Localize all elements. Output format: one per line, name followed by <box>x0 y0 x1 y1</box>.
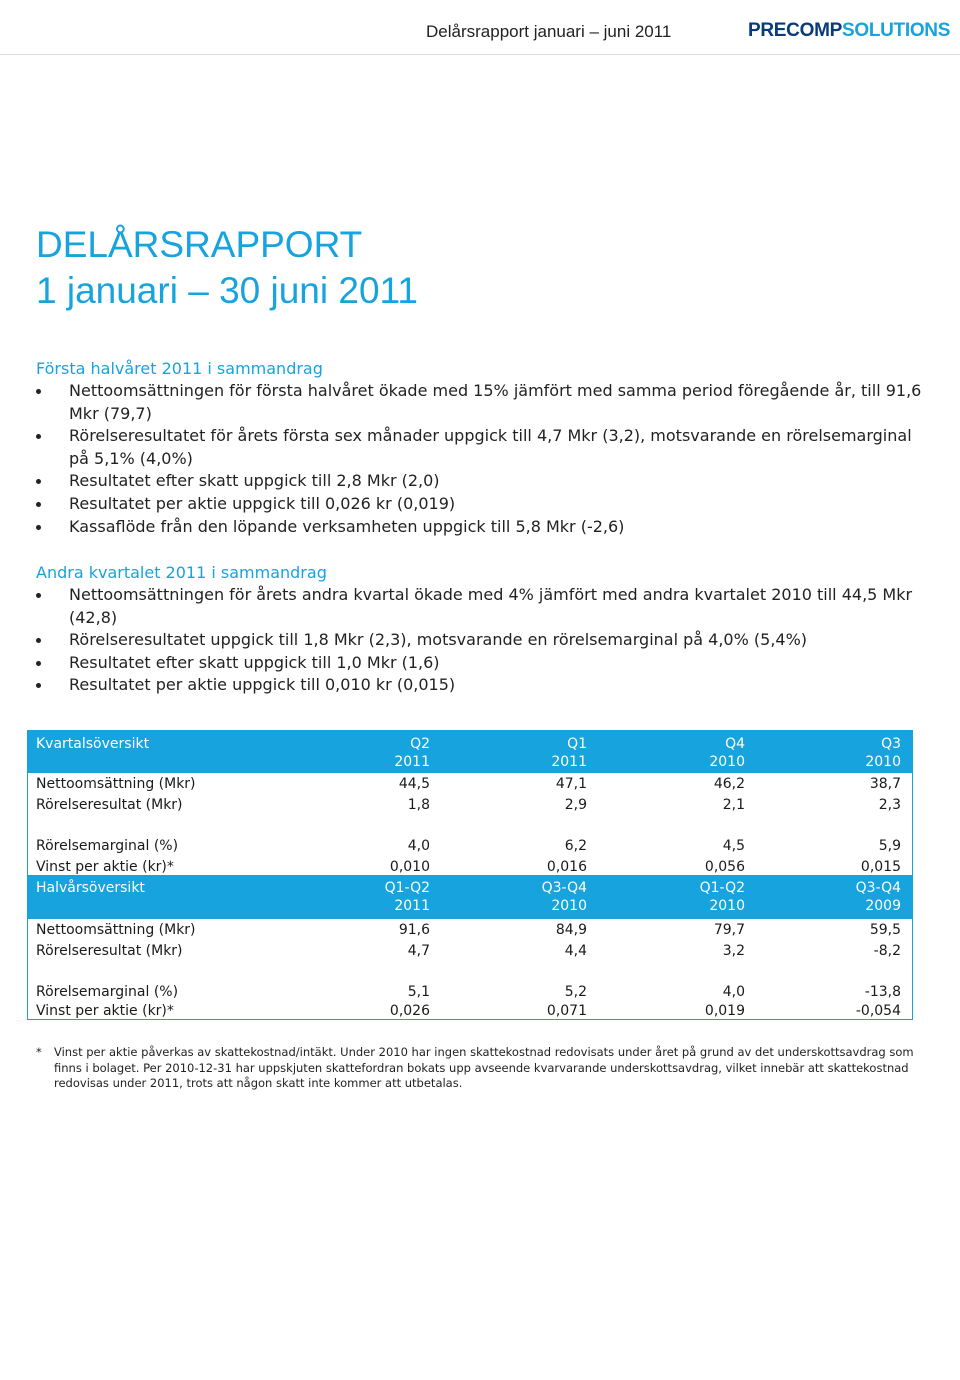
table-cell: 84,9 <box>555 922 587 938</box>
table-cell: 59,5 <box>869 922 901 938</box>
row-label: Rörelsemarginal (%) <box>36 984 179 1000</box>
half-year-table-label: Halvårsöversikt <box>36 880 145 896</box>
table-cell: -13,8 <box>864 984 901 1000</box>
table-row <box>28 796 912 816</box>
quarter-table-label: Kvartalsöversikt <box>36 736 150 752</box>
section-heading: Andra kvartalet 2011 i sammandrag <box>36 563 327 582</box>
col-year: 2009 <box>865 898 901 914</box>
col-year: 2011 <box>551 754 587 770</box>
row-label: Rörelseresultat (Mkr) <box>36 943 183 959</box>
table-cell: 47,1 <box>555 776 587 792</box>
table-row <box>28 775 912 795</box>
table-cell: 46,2 <box>713 776 745 792</box>
table-cell: 4,7 <box>407 943 430 959</box>
table-cell: 6,2 <box>564 838 587 854</box>
title-line-2: 1 januari – 30 juni 2011 <box>36 270 418 311</box>
table-cell: 2,3 <box>878 797 901 813</box>
table-cell: 2,1 <box>722 797 745 813</box>
quarter-table-header <box>28 731 912 773</box>
list-item-text: Nettoomsättningen för årets andra kvartal ökade med 4% jämfört med andra kvartalet 2010 till 44,5 Mkr (42,8) <box>69 585 913 627</box>
page-title <box>36 222 418 314</box>
row-label: Rörelseresultat (Mkr) <box>36 797 183 813</box>
col-period: Q4 <box>725 736 745 752</box>
col-year: 2011 <box>394 754 430 770</box>
col-year: 2010 <box>709 754 745 770</box>
table-cell: 5,9 <box>878 838 901 854</box>
list-item-text: Rörelseresultatet uppgick till 1,8 Mkr (2,3), motsvarande en rörelsemarginal på 4,0% (5,4%) <box>69 630 808 650</box>
table-row <box>28 983 912 1003</box>
table-cell: 0,010 <box>389 859 430 875</box>
col-period: Q3 <box>881 736 901 752</box>
list-item-text: Resultatet efter skatt uppgick till 1,0 Mkr (1,6) <box>69 652 440 672</box>
list-item <box>36 493 926 516</box>
bullet-icon <box>36 434 41 439</box>
list-item <box>36 652 926 675</box>
footnote-marker: * <box>36 1045 42 1059</box>
table-cell: 4,0 <box>407 838 430 854</box>
table-cell: 79,7 <box>713 922 745 938</box>
company-logo <box>748 20 950 42</box>
table-row <box>28 921 912 941</box>
table-cell: 4,4 <box>564 943 587 959</box>
footnote <box>36 1045 916 1092</box>
list-item <box>36 674 926 697</box>
bullet-icon <box>36 502 41 507</box>
row-label: Nettoomsättning (Mkr) <box>36 922 196 938</box>
list-item-text: Nettoomsättningen för första halvåret ökade med 15% jämfört med samma period föregående år, till 91,6 Mkr (79,7) <box>69 381 922 423</box>
section-heading: Första halvåret 2011 i sammandrag <box>36 359 323 378</box>
list-item-text: Resultatet per aktie uppgick till 0,010 kr (0,015) <box>69 675 456 695</box>
table-cell: 0,016 <box>546 859 587 875</box>
bullet-list <box>36 380 926 538</box>
table-cell: 3,2 <box>722 943 745 959</box>
table-cell: 5,1 <box>407 984 430 1000</box>
header-divider <box>0 54 960 55</box>
logo-part2: SOLUTIONS <box>841 20 951 41</box>
section-half-year-summary <box>36 358 926 538</box>
list-item <box>36 380 926 425</box>
table-cell: 2,9 <box>564 797 587 813</box>
col-period: Q3-Q4 <box>855 880 901 896</box>
list-item <box>36 629 926 652</box>
col-period: Q1-Q2 <box>699 880 745 896</box>
table-cell: 0,071 <box>546 1003 587 1019</box>
half-year-table-header <box>28 875 912 919</box>
bullet-icon <box>36 525 41 530</box>
table-cell: 91,6 <box>398 922 430 938</box>
col-year: 2010 <box>551 898 587 914</box>
bullet-icon <box>36 479 41 484</box>
bullet-icon <box>36 683 41 688</box>
bullet-icon <box>36 638 41 643</box>
list-item <box>36 425 926 470</box>
title-line-1: DELÅRSRAPPORT <box>36 224 363 265</box>
page-header <box>0 16 960 52</box>
col-period: Q2 <box>410 736 430 752</box>
report-header-title: Delårsrapport januari – juni 2011 <box>426 22 672 41</box>
table-row <box>28 942 912 962</box>
financial-overview-table <box>27 730 913 1020</box>
table-cell: 0,019 <box>704 1003 745 1019</box>
footnote-text: Vinst per aktie påverkas av skattekostnad/intäkt. Under 2010 har ingen skattekostnad redovisats under året på grund av det underskottsavdrag som finns i bolaget. Per 2010-12-31 har uppskjuten skattefordran bokats upp avseende kvarvarande underskottsavdrag, vilket innebär att skattekostnad redovisas under 2011, trots att någon skatt inte kommer att utbetalas. <box>54 1045 914 1090</box>
list-item <box>36 584 926 629</box>
row-label: Rörelsemarginal (%) <box>36 838 179 854</box>
col-year: 2010 <box>865 754 901 770</box>
table-row <box>28 837 912 857</box>
col-period: Q1 <box>567 736 587 752</box>
list-item-text: Kassaflöde från den löpande verksamheten uppgick till 5,8 Mkr (-2,6) <box>69 516 625 536</box>
list-item-text: Rörelseresultatet för årets första sex månader uppgick till 4,7 Mkr (3,2), motsvarande en rörelsemarginal på 5,1% (4,0%) <box>69 426 912 468</box>
bullet-icon <box>36 661 41 666</box>
table-cell: 44,5 <box>398 776 430 792</box>
col-period: Q1-Q2 <box>384 880 430 896</box>
table-cell: -8,2 <box>873 943 901 959</box>
row-label: Vinst per aktie (kr)* <box>36 859 174 875</box>
col-period: Q3-Q4 <box>541 880 587 896</box>
bullet-list <box>36 584 926 697</box>
table-cell: 0,026 <box>389 1003 430 1019</box>
table-row <box>28 1002 912 1022</box>
table-cell: 4,5 <box>722 838 745 854</box>
table-cell: 38,7 <box>869 776 901 792</box>
table-cell: 4,0 <box>722 984 745 1000</box>
table-cell: 1,8 <box>407 797 430 813</box>
table-cell: 0,056 <box>704 859 745 875</box>
list-item <box>36 516 926 539</box>
bullet-icon <box>36 389 41 394</box>
col-year: 2011 <box>394 898 430 914</box>
table-cell: -0,054 <box>855 1003 901 1019</box>
list-item-text: Resultatet efter skatt uppgick till 2,8 Mkr (2,0) <box>69 471 440 491</box>
row-label: Nettoomsättning (Mkr) <box>36 776 196 792</box>
section-q2-summary <box>36 562 926 697</box>
bullet-icon <box>36 593 41 598</box>
table-cell: 0,015 <box>860 859 901 875</box>
row-label: Vinst per aktie (kr)* <box>36 1003 174 1019</box>
logo-part1: PRECOMP <box>748 20 842 41</box>
table-cell: 5,2 <box>564 984 587 1000</box>
list-item-text: Resultatet per aktie uppgick till 0,026 kr (0,019) <box>69 493 456 513</box>
list-item <box>36 470 926 493</box>
col-year: 2010 <box>709 898 745 914</box>
